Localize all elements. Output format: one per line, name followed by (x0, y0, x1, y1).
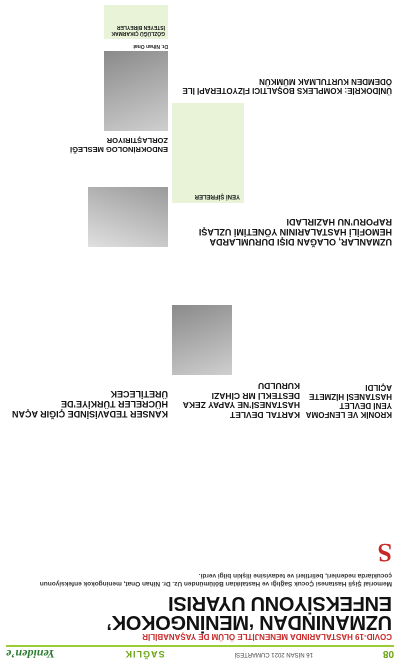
mri-photo (172, 305, 232, 375)
story-4-headline: KANSER TEDAVİSİNDE ÇIĞIR AÇAN HÜCRELER TÜRKİYE’DE ÜRETİLECEK (11, 389, 168, 419)
main-headline: UZMANINDAN ‘MENİNGOKOK’ ENFEKSİYONU UYARISI (107, 592, 392, 633)
drop-cap: S (377, 538, 392, 567)
story-1-column-2 (238, 425, 300, 565)
doctor-photo (104, 51, 168, 131)
doctor-caption: Dr. Nihan Onat (133, 43, 168, 49)
story-2-body-3 (172, 255, 232, 301)
story-2-body-2 (238, 255, 300, 375)
main-lead: Memorial Şişli Hastanesi Çocuk Sağlığı ve Hastalıkları Bölümünden Uz. Dr. Nihan Onat, meningokok enfeksiyonun çocuklarda nedenleri, belirtileri ve tedavisine ilişkin bilgi verdi. (39, 572, 392, 587)
story-6-headline: ÜNİDOKRİE: KOMPLEKS BOŞALTICI FİZYOTERAPİ İLE ÖDEMDEN KURTULMAK MÜMKÜN (182, 77, 392, 95)
story-5-headline: ENDOKRİNOLOG MESLEĞİ ZORLAŞTIRIYOR (70, 136, 168, 154)
story-3-headline: UZMANLAR, OLAĞAN DIŞI DURUMLARDA HEMOFİLİ HASTALARININ YÖNETİMİ UZLAŞI RAPORU’NU HAZIRLADI (198, 217, 392, 247)
story-3-body-2 (248, 103, 318, 203)
story-6-body (284, 5, 392, 73)
sidebar-box-2 (104, 5, 168, 39)
section-label: SAĞLIK (124, 649, 165, 659)
story-1-headline: KRONİK VE LENFOMA YENİ DEVLET HASTANESİ HİZMETE AÇILDI (306, 383, 392, 419)
story-1-column-5 (8, 425, 88, 565)
story-1-column (304, 425, 366, 565)
newspaper-logo: Yeniden’e (6, 647, 55, 662)
page-number: 08 (382, 648, 394, 660)
sidebar-2-title: GÖZLÜĞÜ ÇIKARMAK İSTEYEN BİREYLER (111, 24, 165, 36)
page-header (6, 645, 394, 661)
hemofili-photo (88, 187, 168, 247)
main-kicker: COVID-19 HASTALARINDA MENENJİTLE ÖLÜM DE YAŞANABİLİR (142, 632, 392, 641)
story-3-body (322, 103, 392, 203)
story-3-side-body (8, 157, 84, 247)
story-4-body-2 (8, 255, 86, 385)
story-5-body (8, 5, 100, 131)
sidebar-title: YENİ ŞİFRELER (194, 193, 240, 199)
story-4-body (90, 255, 168, 385)
story-6-body-2 (172, 5, 280, 73)
story-1-column-4 (94, 425, 168, 565)
story-2-body (304, 255, 392, 375)
story-1-column-3 (172, 425, 234, 565)
story-2-headline: KARTAL DEVLET HASTANESİ’NE YAPAY ZEKA DESTEKLİ MR CİHAZI KURULDU (183, 381, 300, 420)
sidebar-box (172, 103, 244, 203)
folio-date: 16 NİSAN 2021 CUMARTESİ (234, 651, 314, 657)
